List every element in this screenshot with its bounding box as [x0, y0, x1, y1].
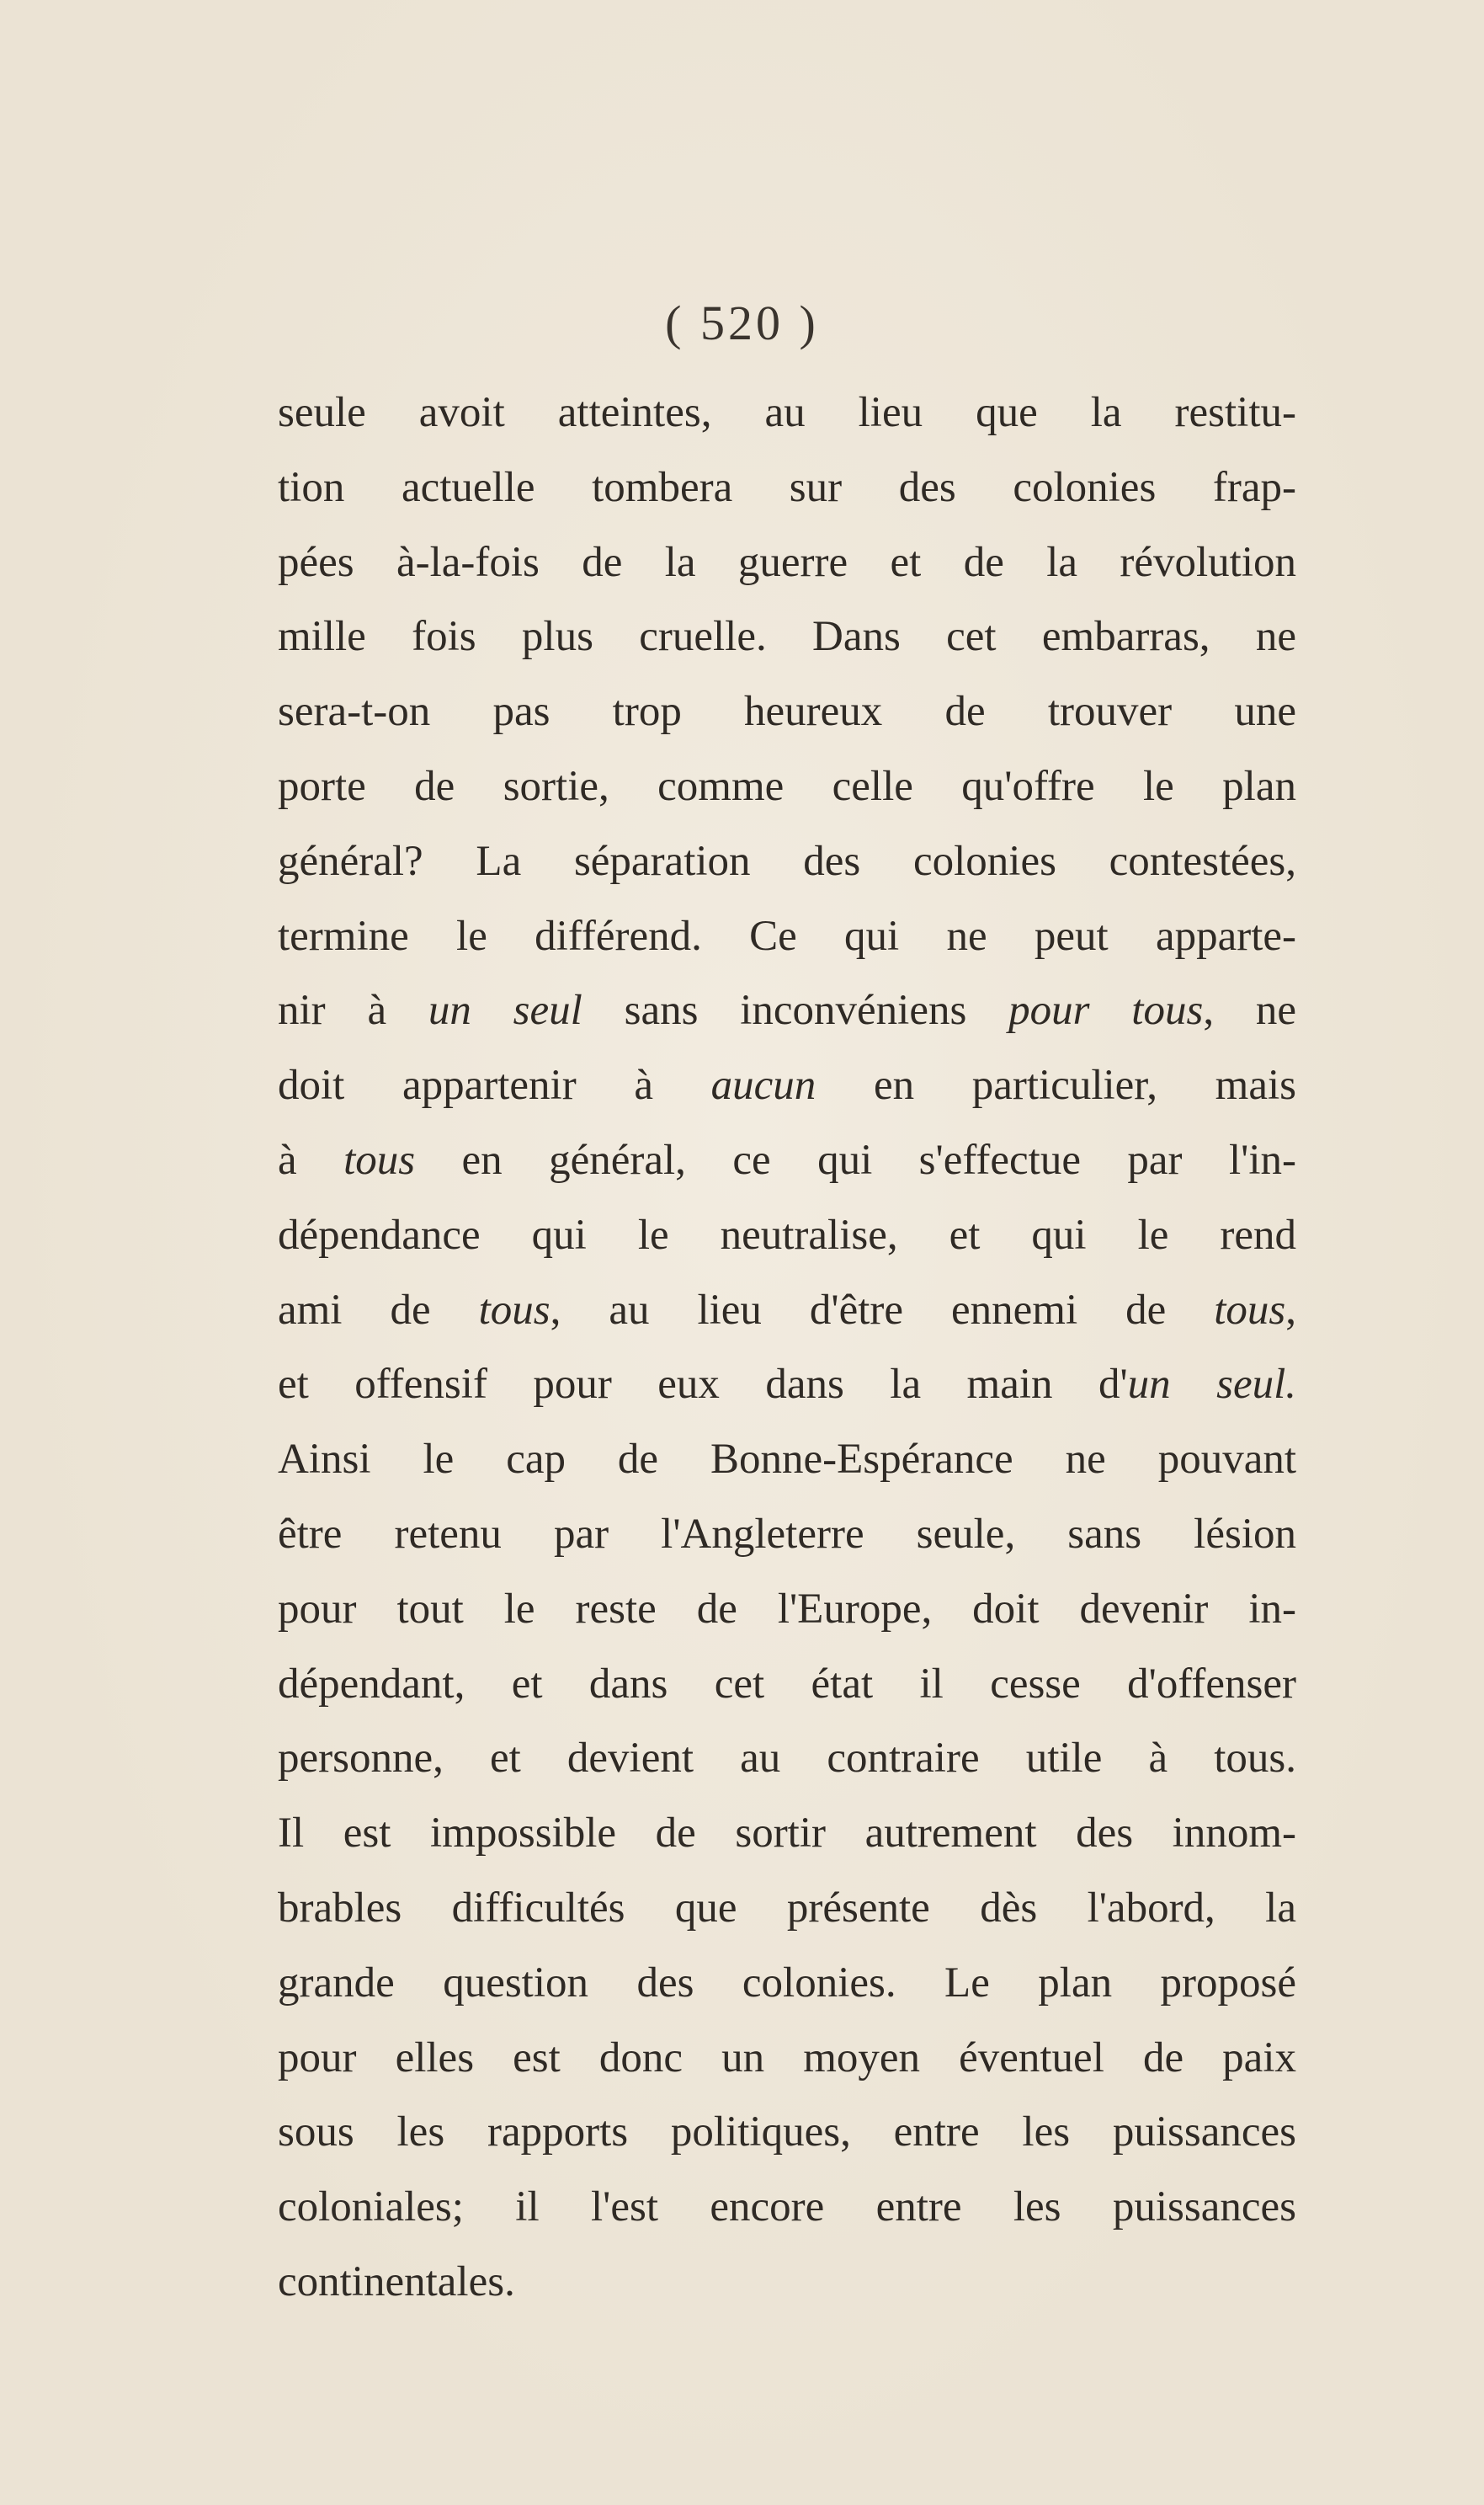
text-segment: dépendance qui le neutralise, et qui le rend — [278, 1211, 1296, 1259]
text-segment: , — [1285, 1286, 1296, 1334]
italic-text: un seul — [428, 987, 582, 1035]
text-segment: mille fois plus cruelle. Dans cet embarras, ne — [278, 613, 1296, 661]
text-line — [278, 376, 1296, 450]
text-line — [278, 2170, 1296, 2245]
text-segment: ami de — [278, 1286, 479, 1334]
page-number: ( 520 ) — [665, 296, 819, 350]
text-segment: être retenu par l'Angleterre seule, sans lésion — [278, 1510, 1296, 1558]
text-line — [278, 1946, 1296, 2021]
text-segment: en particulier, mais — [816, 1062, 1296, 1110]
text-segment: pour tout le reste de l'Europe, doit devenir in- — [278, 1585, 1296, 1633]
text-segment: nir à — [278, 987, 428, 1035]
text-line — [278, 2095, 1296, 2170]
text-line — [278, 824, 1296, 899]
text-segment: continentales. — [278, 2257, 515, 2305]
italic-text: tous — [343, 1136, 416, 1184]
text-line — [278, 674, 1296, 749]
italic-text: un seul. — [1127, 1361, 1297, 1409]
text-line — [278, 1721, 1296, 1796]
text-line — [278, 2021, 1296, 2096]
text-segment: en général, ce qui s'effectue par l'in- — [415, 1136, 1296, 1184]
text-segment: porte de sortie, comme celle qu'offre le plan — [278, 762, 1296, 810]
text-segment: doit appartenir à — [278, 1062, 711, 1110]
text-line — [278, 1647, 1296, 1722]
text-line — [278, 1347, 1296, 1422]
text-segment: général? La séparation des colonies contestées, — [278, 837, 1296, 885]
text-line — [278, 450, 1296, 525]
text-segment: sans inconvéniens — [582, 987, 1009, 1035]
text-line — [278, 2245, 1296, 2320]
text-segment: pour elles est donc un moyen éventuel de paix — [278, 2033, 1296, 2081]
text-segment: coloniales; il l'est encore entre les puissances — [278, 2183, 1296, 2231]
text-line — [278, 1123, 1296, 1198]
text-segment: grande question des colonies. Le plan proposé — [278, 1959, 1296, 2007]
text-segment: sera-t-on pas trop heureux de trouver une — [278, 688, 1296, 736]
text-line — [278, 1048, 1296, 1123]
body-text — [278, 376, 1296, 2320]
text-line — [278, 1422, 1296, 1497]
text-line — [278, 600, 1296, 674]
text-line — [278, 749, 1296, 824]
text-line — [278, 1198, 1296, 1273]
text-segment: brables difficultés que présente dès l'abord, la — [278, 1884, 1296, 1932]
text-line — [278, 1871, 1296, 1946]
text-segment: à — [278, 1136, 344, 1184]
italic-text: aucun — [710, 1062, 816, 1110]
text-segment: Il est impossible de sortir autrement des innom- — [278, 1809, 1296, 1857]
text-segment: dépendant, et dans cet état il cesse d'offenser — [278, 1660, 1296, 1708]
text-segment: seule avoit atteintes, au lieu que la restitu- — [278, 389, 1296, 436]
text-line — [278, 1273, 1296, 1348]
italic-text: tous — [478, 1286, 551, 1334]
text-segment: termine le différend. Ce qui ne peut apparte- — [278, 912, 1296, 960]
text-segment: tion actuelle tombera sur des colonies frap- — [278, 463, 1296, 511]
text-segment: , au lieu d'être ennemi de — [550, 1286, 1215, 1334]
text-line — [278, 525, 1296, 600]
text-line — [278, 1497, 1296, 1572]
text-line — [278, 1572, 1296, 1647]
text-line — [278, 899, 1296, 974]
text-segment: personne, et devient au contraire utile à tous. — [278, 1735, 1296, 1783]
text-line — [278, 973, 1296, 1048]
text-segment: sous les rapports politiques, entre les puissances — [278, 2108, 1296, 2156]
text-segment: pées à-la-fois de la guerre et de la révolution — [278, 538, 1296, 586]
italic-text: tous — [1214, 1286, 1286, 1334]
italic-text: pour tous — [1008, 987, 1204, 1035]
text-segment: et offensif pour eux dans la main d' — [278, 1361, 1128, 1409]
text-line — [278, 1796, 1296, 1871]
text-segment: Ainsi le cap de Bonne-Espérance ne pouvant — [278, 1436, 1296, 1484]
text-segment: , ne — [1203, 987, 1296, 1035]
